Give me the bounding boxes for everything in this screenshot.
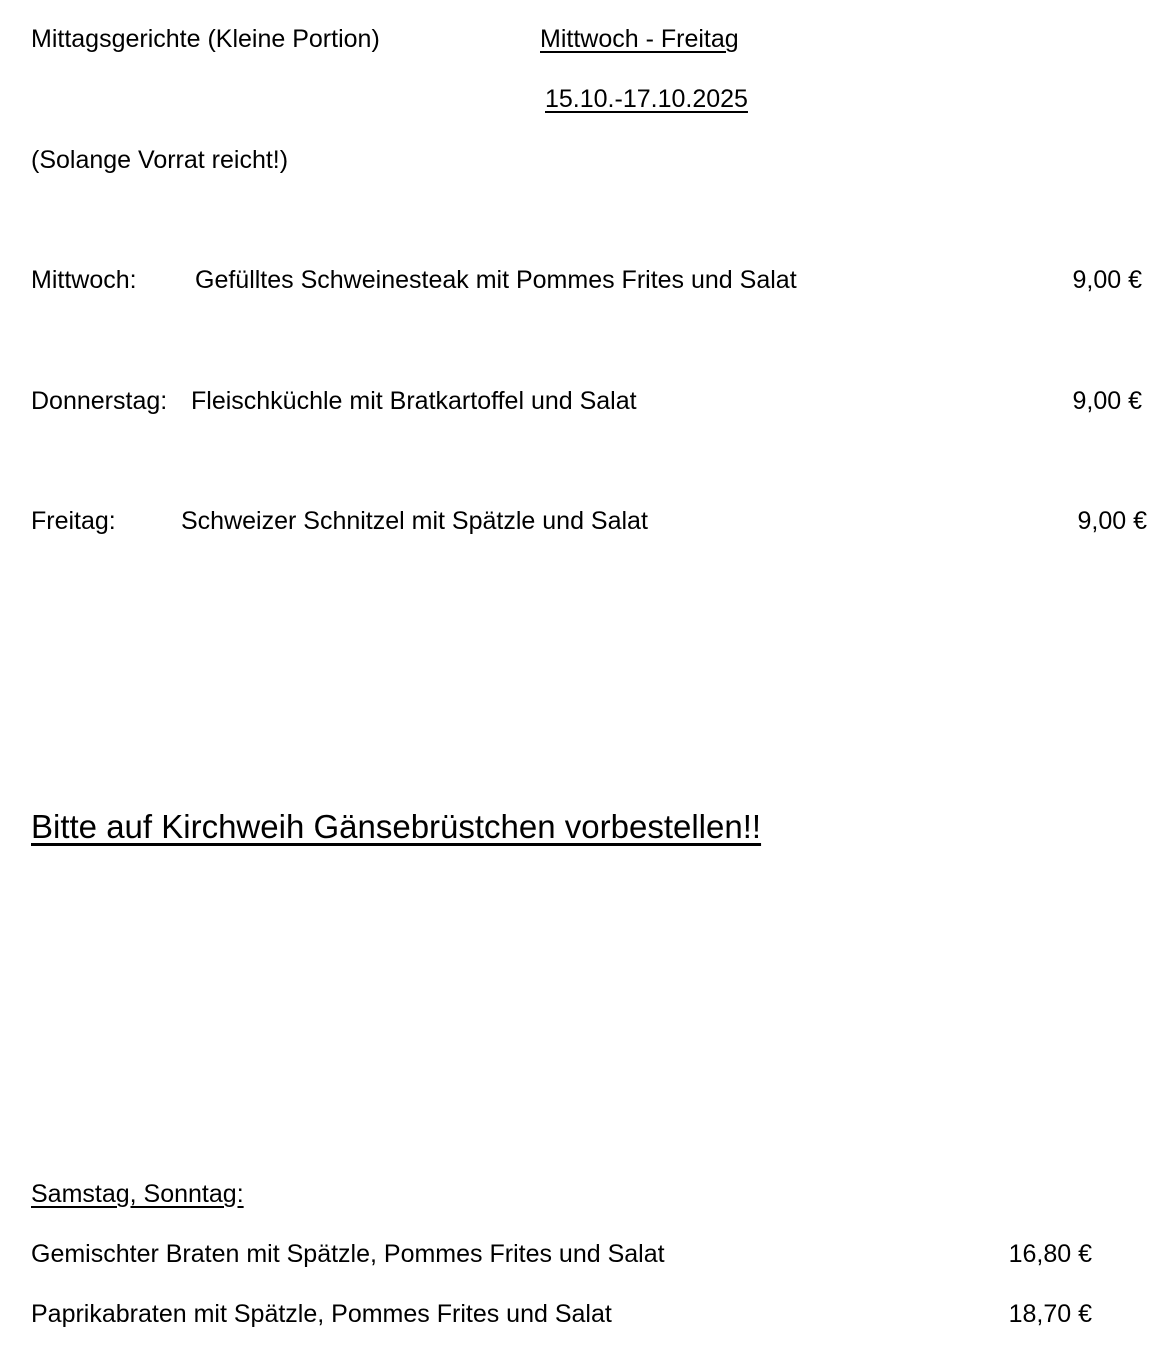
date-range: 15.10.-17.10.2025 <box>545 85 748 113</box>
availability-note: (Solange Vorrat reicht!) <box>31 146 289 174</box>
dish-price: 9,00 € <box>1077 507 1147 535</box>
weekend-heading: Samstag, Sonntag: <box>31 1180 244 1208</box>
day-label: Donnerstag: <box>31 387 168 415</box>
dish-name: Fleischküchle mit Bratkartoffel und Salat <box>191 387 637 415</box>
preorder-announcement: Bitte auf Kirchweih Gänsebrüstchen vorbestellen!! <box>31 808 762 845</box>
day-label: Freitag: <box>31 507 116 535</box>
dish-price: 9,00 € <box>1072 387 1142 415</box>
day-label: Mittwoch: <box>31 266 137 294</box>
dish-name: Paprikabraten mit Spätzle, Pommes Frites und Salat <box>31 1300 612 1328</box>
dish-price: 18,70 € <box>1008 1300 1092 1328</box>
dish-name: Gefülltes Schweinesteak mit Pommes Frites und Salat <box>195 266 797 294</box>
dish-price: 16,80 € <box>1008 1240 1092 1268</box>
menu-title: Mittagsgerichte (Kleine Portion) <box>31 25 380 53</box>
days-range: Mittwoch - Freitag <box>540 25 739 53</box>
dish-price: 9,00 € <box>1072 266 1142 294</box>
dish-name: Gemischter Braten mit Spätzle, Pommes Frites und Salat <box>31 1240 665 1268</box>
dish-name: Schweizer Schnitzel mit Spätzle und Salat <box>181 507 648 535</box>
